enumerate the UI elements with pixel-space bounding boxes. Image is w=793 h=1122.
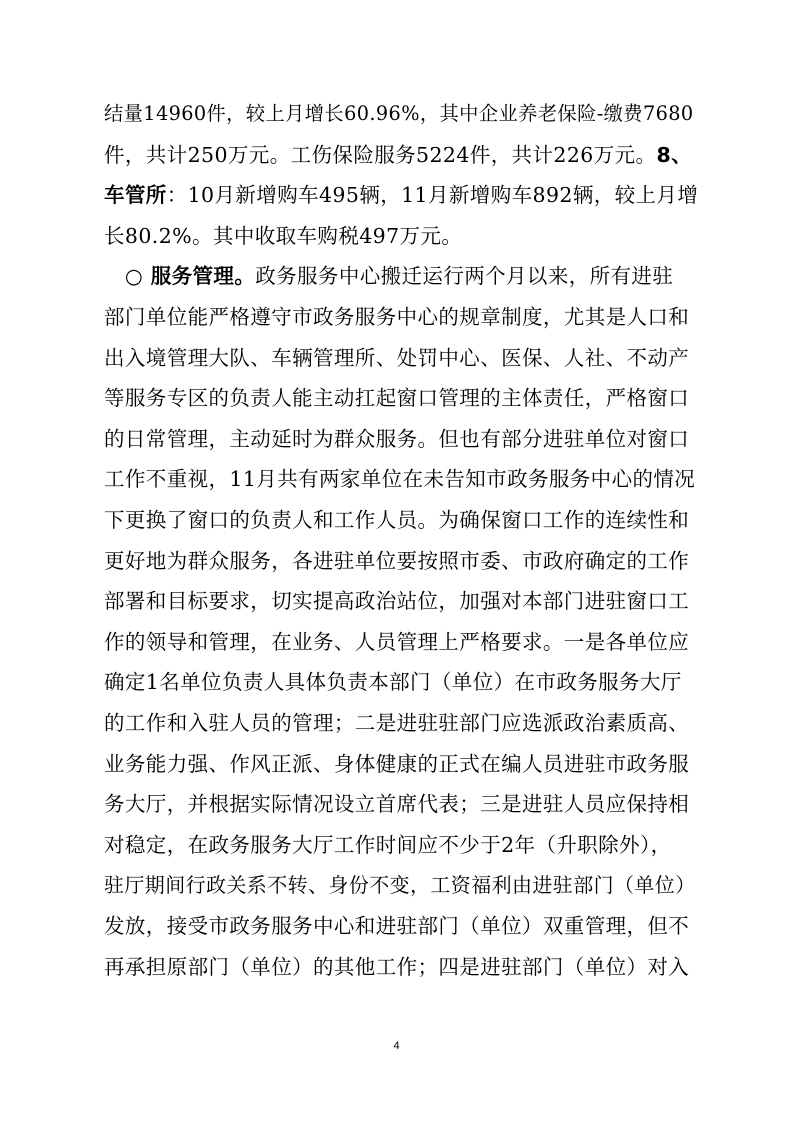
text-segment: 更好地为群众服务，各进驻单位要按照市委、市政府确定的工作 [104, 548, 690, 573]
text-segment: 部署和目标要求，切实提高政治站位，加强对本部门进驻窗口工 [104, 589, 690, 614]
text-line [104, 100, 696, 128]
text-segment: 的日常管理，主动延时为群众服务。但也有部分进驻单位对窗口 [104, 426, 690, 451]
text-segment: 作的领导和管理，在业务、人员管理上严格要求。一是各单位应 [104, 629, 690, 654]
text-segment: 部门单位能严格遵守市政务服务中心的规章制度，尤其是人口和 [104, 305, 690, 329]
bold-text-segment: ○ 服务管理。 [104, 264, 256, 289]
bold-text-segment: 车管所 [104, 183, 167, 208]
text-segment: 长80.2%。其中收取车购税497万元。 [104, 223, 463, 248]
text-segment: 确定1名单位负责人具体负责本部门（单位）在市政务服务大厅 [104, 670, 682, 695]
text-segment: 等服务专区的负责人能主动扛起窗口管理的主体责任，严格窗口 [104, 386, 690, 411]
text-line [104, 222, 696, 250]
text-line [104, 181, 699, 209]
text-segment: 的工作和入驻人员的管理；二是进驻驻部门应选派政治素质高、 [104, 711, 690, 735]
text-line [104, 750, 696, 778]
text-segment: ：10月新增购车495辆，11月新增购车892辆，较上月增 [166, 183, 699, 208]
text-segment: 发放，接受市政务服务中心和进驻部门（单位）双重管理，但不 [104, 914, 690, 938]
text-line [104, 141, 696, 169]
text-line [104, 871, 696, 899]
text-line [104, 547, 696, 575]
text-segment: 下更换了窗口的负责人和工作人员。为确保窗口工作的连续性和 [104, 508, 690, 532]
text-segment: 业务能力强、作风正派、身体健康的正式在编人员进驻市政务服 [104, 751, 690, 776]
page-number: 4 [393, 1040, 400, 1052]
text-line [104, 912, 696, 940]
text-line [104, 262, 696, 290]
text-line [104, 668, 696, 696]
text-line [104, 628, 696, 656]
text-segment: 工作不重视，11月共有两家单位在未告知市政务服务中心的情况 [104, 467, 696, 492]
text-line [104, 384, 696, 412]
text-segment: 再承担原部门（单位）的其他工作；四是进驻部门（单位）对入 [104, 954, 690, 979]
text-segment: 出入境管理大队、车辆管理所、处罚中心、医保、人社、不动产 [104, 345, 690, 370]
text-line [104, 587, 696, 615]
text-line [104, 425, 696, 453]
text-segment: 务大厅，并根据实际情况设立首席代表；三是进驻人员应保持相 [104, 792, 690, 817]
bold-text-segment: 8、 [656, 142, 693, 167]
text-line [104, 831, 696, 859]
text-line [104, 790, 696, 818]
text-line [104, 465, 696, 493]
text-segment: 驻厅期间行政关系不转、身份不变，工资福利由进驻部门（单位） [104, 873, 696, 898]
text-line [104, 506, 696, 534]
text-segment: 政务服务中心搬迁运行两个月以来，所有进驻 [255, 264, 674, 289]
text-segment: 结量14960件，较上月增长60.96%，其中企业养老保险-缴费7680 [104, 102, 694, 125]
text-line [104, 709, 696, 737]
text-line [104, 953, 696, 981]
text-line [104, 303, 696, 331]
text-segment: 对稳定，在政务服务大厅工作时间应不少于2年（升职除外）， [104, 832, 672, 857]
text-line [104, 344, 696, 372]
text-segment: 件，共计250万元。工伤保险服务5224件，共计226万元。 [104, 142, 657, 167]
